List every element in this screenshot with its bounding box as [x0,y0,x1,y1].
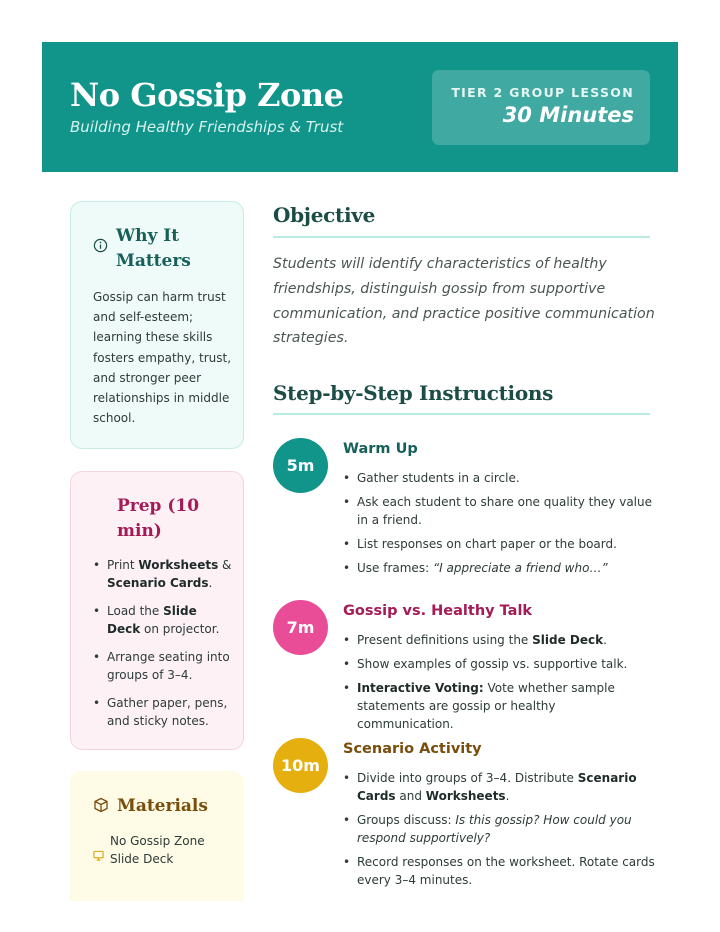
materials-card [70,771,244,901]
list-item: • Arrange seating into groups of 3–4. [93,648,233,684]
prep-card-header [117,494,203,544]
divider [273,413,650,415]
steps-heading: Step-by-Step Instructions [273,381,554,405]
list-item: • List responses on chart paper or the board. [343,535,655,553]
materials-card-header [93,794,208,819]
step-time-badge: 10m [273,738,328,793]
objective-text: Students will identify characteristics of healthy friendships, distinguish gossip from supportive communication, and practice positive communication strategies. [273,256,655,347]
page-subtitle: Building Healthy Friendships & Trust [70,118,344,136]
divider [273,236,650,238]
materials-card-title: Materials [117,796,208,816]
step-bullets [343,769,655,895]
list-item: • Gather students in a circle. [343,469,655,487]
step-time-badge: 7m [273,600,328,655]
list-item: • Divide into groups of 3–4. Distribute Scenario Cards and Worksheets. [343,769,655,805]
why-card-header [93,224,196,274]
header-banner [42,42,678,172]
list-item: • Record responses on the worksheet. Rotate cards every 3–4 minutes. [343,853,655,889]
why-it-matters-card [70,201,244,449]
slides-icon [93,846,104,865]
page-title: No Gossip Zone [70,76,344,114]
step-time-badge: 5m [273,438,328,493]
objective-heading: Objective [273,203,376,227]
lesson-duration: 30 Minutes [502,103,634,127]
materials-item [93,832,220,868]
lesson-badge [432,70,650,145]
list-item: • Print Worksheets & Scenario Cards. [93,556,233,592]
why-card-title: Why It Matters [116,226,191,271]
materials-item-label: No Gossip Zone Slide Deck [110,834,205,866]
list-item: • Interactive Voting: Vote whether sample statements are gossip or healthy communication. [343,679,655,733]
list-item: • Groups discuss: Is this gossip? How could you respond supportively? [343,811,655,847]
box-icon [93,797,109,817]
list-item: • Show examples of gossip vs. supportive talk. [343,655,655,673]
list-item: • Load the Slide Deck on projector. [93,602,233,638]
list-item: • Ask each student to share one quality they value in a friend. [343,493,655,529]
prep-card-title: Prep (10 min) [117,496,200,541]
list-item: • Use frames: “I appreciate a friend who…” [343,559,655,577]
list-item: • Gather paper, pens, and sticky notes. [93,694,233,730]
lesson-tier-label: TIER 2 GROUP LESSON [451,85,634,100]
list-item: • Present definitions using the Slide Deck. [343,631,655,649]
step-bullets [343,631,655,739]
step-bullets [343,469,655,583]
info-icon [93,238,108,257]
why-card-body: Gossip can harm trust and self-esteem; learning these skills fosters empathy, trust, and stronger peer relationships in middle school. [93,290,232,426]
prep-list [93,556,233,740]
step-title: Gossip vs. Healthy Talk [343,603,533,619]
prep-card [70,471,244,750]
step-title: Warm Up [343,441,418,457]
step-title: Scenario Activity [343,741,482,757]
